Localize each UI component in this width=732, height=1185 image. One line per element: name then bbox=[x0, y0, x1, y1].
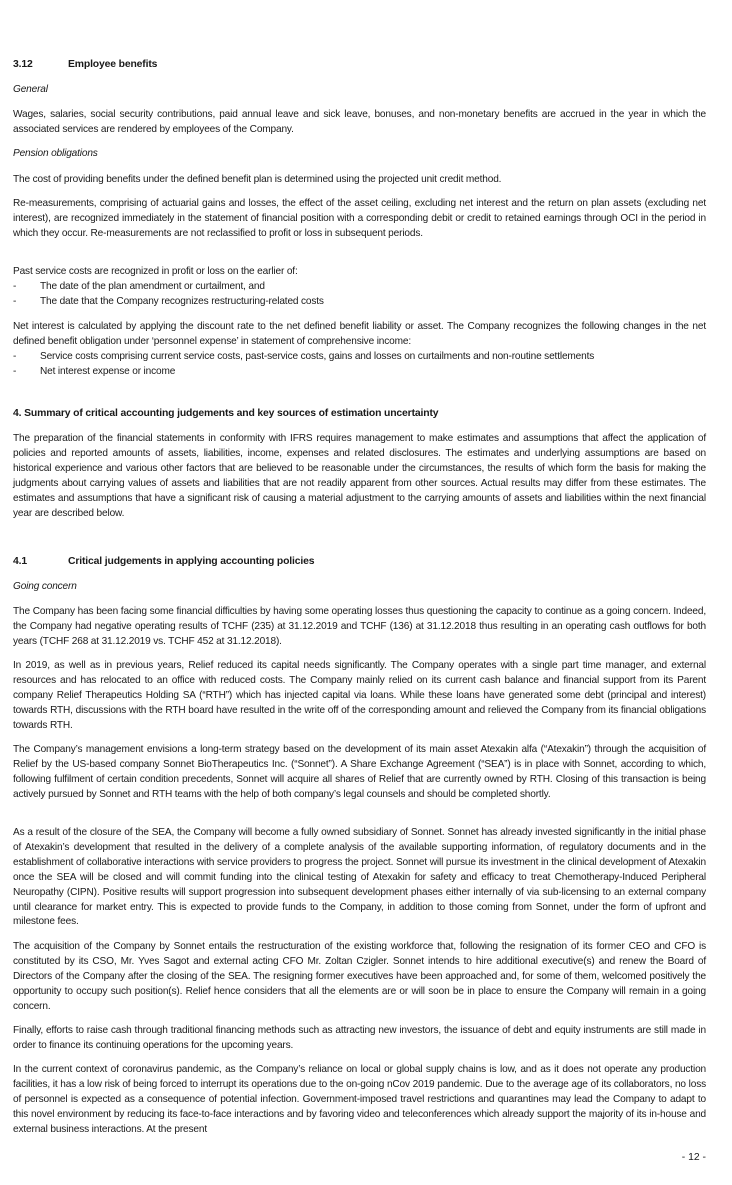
pension-subheading: Pension obligations bbox=[13, 148, 98, 159]
past-service-block bbox=[13, 265, 706, 310]
section-3-12-heading bbox=[13, 58, 706, 73]
section-number: 4.1 bbox=[13, 556, 27, 567]
section-4-heading bbox=[13, 407, 706, 422]
past-service-intro: Past service costs are recognized in profit or loss on the earlier of: bbox=[13, 266, 298, 277]
section-number: 4. bbox=[13, 408, 22, 419]
dash-bullet: - bbox=[13, 280, 17, 292]
section-4-1-heading bbox=[13, 555, 706, 570]
going-concern-paragraph-3: The Company’s management envisions a long-term strategy based on the development of its main asset Atexakin alfa (“Atexakin”) through the acquisition of Relief by the US-based company Sonnet BioTherapeutics Inc. (“Sonnet”). A Share Exchange Agreement (“SEA”) is in place with Sonnet, according to which, following fulfilment of certain condition precedents, Sonnet will acquire all shares of Relief that are currently owned by RTH. Closing of this transaction is being actively pursued by Sonnet and RTH teams with the help of both company’s legal counsels and should be completed shortly. bbox=[13, 744, 706, 800]
section-title: Critical judgements in applying accounting policies bbox=[68, 556, 315, 567]
list-item: - The date that the Company recognizes restructuring-related costs bbox=[13, 295, 706, 310]
list-item: - The date of the plan amendment or curtailment, and bbox=[13, 280, 706, 295]
going-concern-paragraph-2: In 2019, as well as in previous years, Relief reduced its capital needs significantly. The Company operates with a single part time manager, and external resources and has relocated to an office with reduced costs. The Company mainly relied on its current cash balance and financial support from its Parent company Relief Therapeutics Holding SA (“RTH”) which has injected capital via loans. While these loans have generated some debt (principal and interest) towards RTH, discussions with the RTH board have resulted in the write off of the corresponding amount and relieved the Company from its financial obligations towards RTH. bbox=[13, 660, 706, 731]
going-concern-subheading: Going concern bbox=[13, 581, 77, 592]
pension-paragraph-1: The cost of providing benefits under the defined benefit plan is determined using the projected unit credit method. bbox=[13, 174, 502, 185]
dash-bullet: - bbox=[13, 295, 17, 307]
pension-paragraph-2: Re-measurements, comprising of actuarial gains and losses, the effect of the asset ceiling, excluding net interest and the return on plan assets (excluding net interest), are recognized immediately in the statement of financial position with a corresponding debit or credit to retained earnings through OCI in the period in which they occur. Re-measurements are not reclassified to profit or loss in subsequent periods. bbox=[13, 198, 706, 239]
going-concern-paragraph-4: As a result of the closure of the SEA, the Company will become a fully owned subsidiary of Sonnet. Sonnet has already invested significantly in the initial phase of Atexakin’s development that resulted in the delivery of a complete analysis of the available supporting information, of regulatory documents and in the establishment of collaborative interactions with service providers to progress the project. Sonnet will pursue its investment in the clinical development of Atexakin once the SEA will be closed and will commit funding into the clinical testing of Atexakin for safety and efficacy to treat Chemotherapy-Induced Peripheral Neuropathy (CIPN). Positive results will support progression into subsequent development phases either internally of via sub-licensing to an external company until clearance for market entry. This is expected to provide funds to the Company, in addition to those coming from Sonnet, under the form of upfront and milestone fees. bbox=[13, 827, 706, 928]
general-paragraph: Wages, salaries, social security contributions, paid annual leave and sick leave, bonuses, and non-monetary benefits are accrued in the year in which the associated services are rendered by employees of the Company. bbox=[13, 109, 706, 135]
section-title: Employee benefits bbox=[68, 59, 158, 70]
net-interest-block bbox=[13, 320, 706, 380]
dash-bullet: - bbox=[13, 365, 17, 377]
list-item: - Service costs comprising current service costs, past-service costs, gains and losses on curtailments and non-routine settlements bbox=[13, 350, 706, 365]
section-4-paragraph: The preparation of the financial statements in conformity with IFRS requires management to make estimates and assumptions that affect the application of policies and reported amounts of assets, liabilities, income, expenses and related disclosures. The estimates and underlying assumptions are based on historical experience and various other factors that are believed to be reasonable under the circumstances, the results of which form the basis for making the judgments about carrying values of assets and liabilities that are not readily apparent from other sources. Actual results may differ from these estimates. The estimates and assumptions that have a significant risk of causing a material adjustment to the carrying amounts of assets and liabilities within the next financial year are described below. bbox=[13, 433, 706, 519]
list-item: - Net interest expense or income bbox=[13, 365, 706, 380]
net-interest-intro: Net interest is calculated by applying the discount rate to the net defined benefit liability or asset. The Company recognizes the following changes in the net defined benefit obligation under ‘personnel expense’ in statement of comprehensive income: bbox=[13, 321, 706, 347]
dash-bullet: - bbox=[13, 350, 17, 362]
going-concern-paragraph-7: In the current context of coronavirus pandemic, as the Company’s reliance on local or global supply chains is low, and as it does not operate any production facilities, it has a low risk of being forced to interrupt its operations due to the on-going nCov 2019 pandemic. Due to the average age of its collaborators, no loss of personnel is expected as a consequence of potential infection. Government-imposed travel restrictions and quarantines may lead the Company to adapt to this novel environment by reducing its face-to-face interactions and by favoring video and teleconferences which already support the majority of its in-house and external business interactions. At the present bbox=[13, 1064, 706, 1135]
section-number: 3.12 bbox=[13, 59, 33, 70]
general-subheading: General bbox=[13, 84, 48, 95]
going-concern-paragraph-1: The Company has been facing some financial difficulties by having some operating losses thus questioning the capacity to continue as a going concern. Indeed, the Company had negative operating results of TCHF (235) at 31.12.2019 and TCHF (136) at 31.12.2018 thus resulting in an operating cash outflows for both years (TCHF 268 at 31.12.2019 vs. TCHF 452 at 31.12.2018). bbox=[13, 606, 706, 647]
section-title: Summary of critical accounting judgements and key sources of estimation uncertainty bbox=[24, 408, 439, 419]
going-concern-paragraph-5: The acquisition of the Company by Sonnet entails the restructuration of the existing workforce that, following the resignation of its former CEO and CFO is constituted by its CSO, Mr. Yves Sagot and external acting CFO Mr. Zoltan Czigler. Sonnet intends to hire additional executive(s) and renew the Board of Directors of the Company after the closing of the SEA. The resigning former executives have been approached and, for some of them, welcomed positively the opportunity to occupy such position(s). Relief hence considers that all the elements are or will soon be in place to ensure the Company will remain in a going concern. bbox=[13, 941, 706, 1012]
page-number: - 12 - bbox=[681, 1152, 706, 1163]
going-concern-paragraph-6: Finally, efforts to raise cash through traditional financing methods such as attracting new investors, the issuance of debt and equity instruments are still made in order to finance its continuing operations for the upcoming years. bbox=[13, 1025, 706, 1051]
